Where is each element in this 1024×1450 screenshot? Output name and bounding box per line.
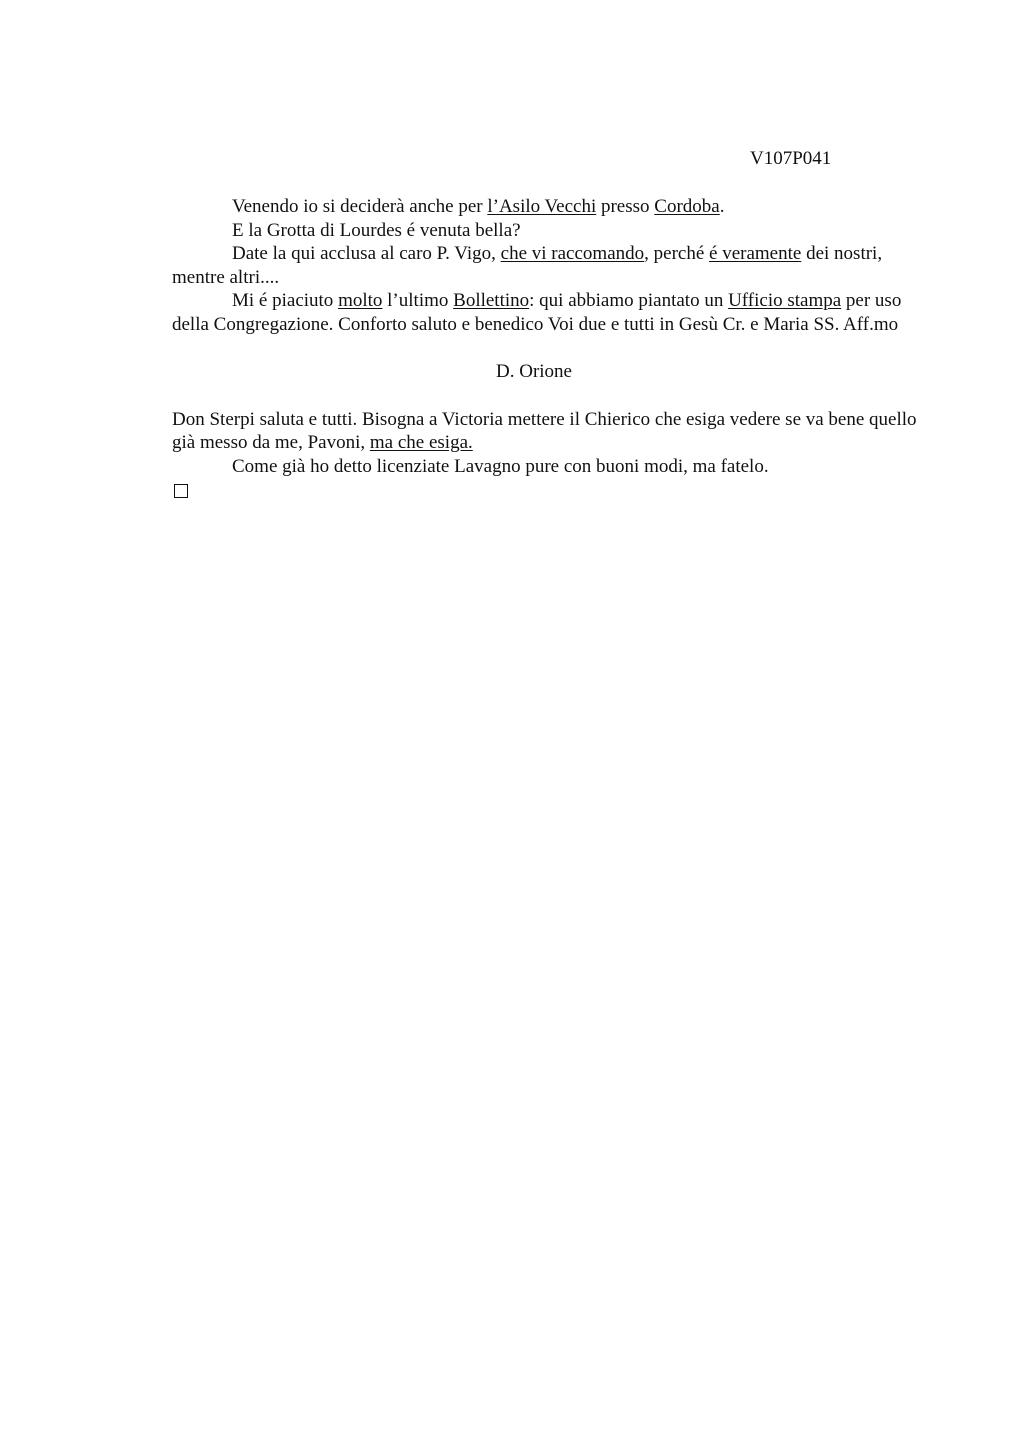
- underlined-text: Bollettino: [453, 290, 530, 311]
- text-run: Venendo io si deciderà anche per: [232, 196, 488, 217]
- text-run: Mi é piaciuto: [232, 290, 339, 311]
- text-run: Date la qui acclusa al caro P. Vigo,: [232, 243, 501, 264]
- text-run: per uso della Congregazione. Conforto saluto e benedico Voi due e tutti in Gesù Cr. e Maria SS. Aff.mo: [172, 290, 902, 335]
- text-run: .: [719, 196, 725, 217]
- signature: D. Orione: [496, 361, 572, 382]
- underlined-text: l’Asilo Vecchi: [487, 196, 597, 217]
- document-reference-code: V107P041: [750, 148, 832, 169]
- paragraph-grotta: E la Grotta di Lourdes é venuta bella?: [232, 219, 521, 241]
- paragraph-vigo: [172, 242, 932, 289]
- text-run: Don Sterpi saluta e tutti. Bisogna a Victoria mettere il Chierico che esiga vedere se va bene quello già messo da me, Pavoni,: [172, 408, 917, 453]
- text-run: : qui abbiamo piantato un: [529, 290, 729, 311]
- text-run: dei nostri, mentre altri....: [172, 243, 883, 288]
- checkbox-icon: [174, 484, 188, 498]
- underlined-text: Ufficio stampa: [728, 290, 842, 311]
- paragraph-asilo: [172, 195, 932, 219]
- text-run: , perché: [644, 243, 710, 264]
- text-run: l’ultimo: [382, 290, 454, 311]
- underlined-text: che vi raccomando: [500, 243, 645, 264]
- underlined-text: ma che esiga.: [369, 432, 473, 453]
- letter-body: [172, 195, 932, 498]
- underlined-text: é veramente: [709, 243, 802, 264]
- underlined-text: Cordoba: [654, 196, 720, 217]
- paragraph-bollettino: [172, 289, 932, 336]
- underlined-text: molto: [338, 290, 383, 311]
- paragraph-lavagno: Come già ho detto licenziate Lavagno pure con buoni modi, ma fatelo.: [232, 455, 769, 477]
- text-run: presso: [596, 196, 655, 217]
- paragraph-sterpi: [172, 408, 932, 455]
